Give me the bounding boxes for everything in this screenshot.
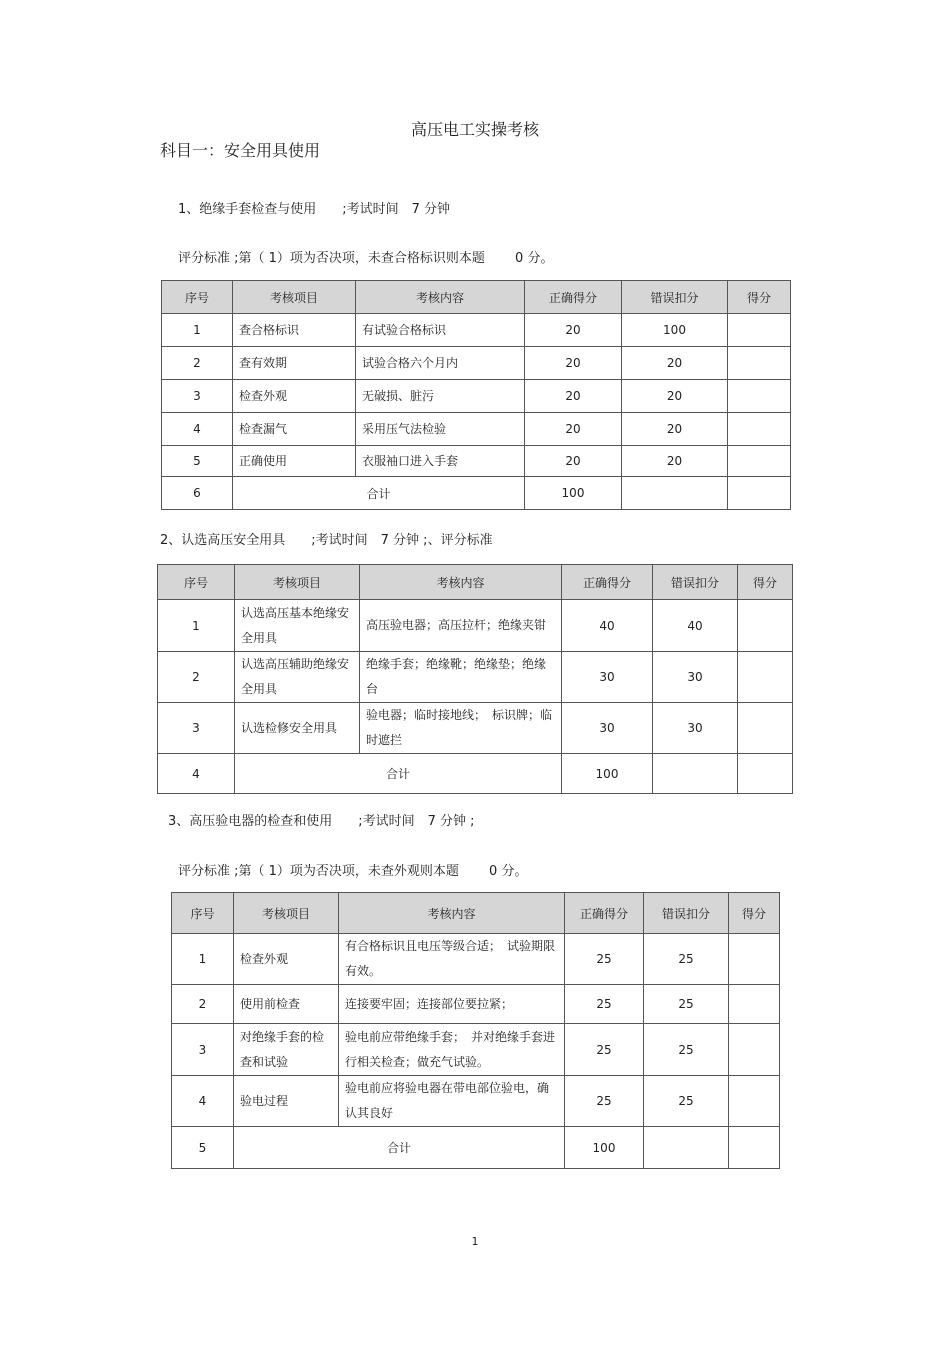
cell-item: 认选高压基本绝缘安全用具 [235, 600, 360, 652]
cell-correct: 25 [565, 1076, 644, 1127]
cell-index: 2 [158, 652, 235, 703]
cell-score [728, 477, 791, 510]
cell-content: 试验合格六个月内 [356, 347, 525, 380]
section-2-table [157, 564, 793, 794]
table-row [172, 985, 780, 1024]
table-total-row [172, 1127, 780, 1169]
table-row [162, 413, 791, 446]
section-3-heading: 3、高压验电器的检查和使用 ;考试时间 7 分钟 ; [168, 814, 475, 829]
section-1-criteria: 评分标准 ;第（ 1）项为否决项，未查合格标识则本题 0 分。 [178, 251, 554, 266]
header-cell: 考核内容 [360, 565, 562, 600]
cell-index: 4 [162, 413, 233, 446]
cell-item: 认选高压辅助绝缘安全用具 [235, 652, 360, 703]
header-cell: 正确得分 [525, 281, 622, 314]
cell-item: 正确使用 [233, 446, 356, 477]
cell-deduct [644, 1127, 729, 1169]
cell-item: 验电过程 [234, 1076, 339, 1127]
table-header-row [158, 565, 793, 600]
cell-score [738, 652, 793, 703]
cell-score [728, 446, 791, 477]
page-number: 1 [471, 1235, 479, 1248]
cell-item: 检查漏气 [233, 413, 356, 446]
table-row [162, 314, 791, 347]
header-cell: 得分 [728, 281, 791, 314]
cell-deduct: 100 [622, 314, 728, 347]
cell-correct: 100 [565, 1127, 644, 1169]
cell-index: 1 [172, 934, 234, 985]
header-cell: 错误扣分 [653, 565, 738, 600]
header-cell: 得分 [729, 893, 780, 934]
cell-correct: 20 [525, 446, 622, 477]
table-row [172, 934, 780, 985]
header-cell: 错误扣分 [622, 281, 728, 314]
cell-index: 1 [162, 314, 233, 347]
cell-score [728, 413, 791, 446]
cell-deduct: 25 [644, 934, 729, 985]
cell-score [728, 314, 791, 347]
table-row [158, 703, 793, 754]
cell-content: 验电器；临时接地线； 标识牌；临时遮拦 [360, 703, 562, 754]
cell-correct: 30 [562, 652, 653, 703]
header-cell: 考核内容 [339, 893, 565, 934]
header-cell: 正确得分 [565, 893, 644, 934]
cell-score [729, 1127, 780, 1169]
section-1-heading: 1、绝缘手套检查与使用 ;考试时间 7 分钟 [178, 202, 451, 217]
section-3-table [171, 892, 780, 1169]
header-cell: 考核项目 [233, 281, 356, 314]
cell-deduct [653, 754, 738, 794]
cell-index: 6 [162, 477, 233, 510]
cell-score [729, 1076, 780, 1127]
cell-content: 采用压气法检验 [356, 413, 525, 446]
cell-deduct: 20 [622, 446, 728, 477]
cell-item: 对绝缘手套的检查和试验 [234, 1024, 339, 1076]
cell-score [729, 985, 780, 1024]
cell-item: 检查外观 [234, 934, 339, 985]
table-row [162, 380, 791, 413]
header-cell: 考核内容 [356, 281, 525, 314]
cell-index: 4 [172, 1076, 234, 1127]
header-cell: 考核项目 [235, 565, 360, 600]
header-cell: 正确得分 [562, 565, 653, 600]
cell-deduct: 20 [622, 413, 728, 446]
table-total-row [158, 754, 793, 794]
table-row [172, 1024, 780, 1076]
cell-deduct: 25 [644, 1076, 729, 1127]
cell-deduct: 30 [653, 703, 738, 754]
cell-index: 2 [162, 347, 233, 380]
cell-item: 查合格标识 [233, 314, 356, 347]
cell-deduct: 25 [644, 985, 729, 1024]
cell-content: 验电前应将验电器在带电部位验电，确认其良好 [339, 1076, 565, 1127]
cell-correct: 40 [562, 600, 653, 652]
cell-correct: 100 [562, 754, 653, 794]
cell-index: 4 [158, 754, 235, 794]
cell-deduct [622, 477, 728, 510]
cell-index: 3 [172, 1024, 234, 1076]
cell-index: 5 [172, 1127, 234, 1169]
table-row [162, 446, 791, 477]
cell-index: 1 [158, 600, 235, 652]
cell-index: 2 [172, 985, 234, 1024]
cell-item: 认选检修安全用具 [235, 703, 360, 754]
cell-item: 检查外观 [233, 380, 356, 413]
cell-index: 5 [162, 446, 233, 477]
cell-score [738, 600, 793, 652]
header-cell: 序号 [172, 893, 234, 934]
cell-correct: 20 [525, 413, 622, 446]
table-row [158, 652, 793, 703]
cell-content: 无破损、脏污 [356, 380, 525, 413]
cell-content: 衣服袖口进入手套 [356, 446, 525, 477]
section-2-heading: 2、认选高压安全用具 ;考试时间 7 分钟 ;、评分标准 [160, 533, 493, 548]
cell-correct: 20 [525, 314, 622, 347]
cell-total-label: 合计 [235, 754, 562, 794]
cell-correct: 25 [565, 934, 644, 985]
header-cell: 错误扣分 [644, 893, 729, 934]
cell-correct: 100 [525, 477, 622, 510]
cell-score [728, 380, 791, 413]
cell-score [738, 754, 793, 794]
page-title: 高压电工实操考核 [410, 120, 539, 139]
cell-content: 绝缘手套；绝缘靴；绝缘垫；绝缘台 [360, 652, 562, 703]
table-header-row [162, 281, 791, 314]
table-row [158, 600, 793, 652]
cell-correct: 25 [565, 985, 644, 1024]
section-3-criteria: 评分标准 ;第（ 1）项为否决项，未查外观则本题 0 分。 [178, 864, 528, 879]
cell-content: 高压验电器；高压拉杆；绝缘夹钳 [360, 600, 562, 652]
header-cell: 考核项目 [234, 893, 339, 934]
cell-deduct: 20 [622, 347, 728, 380]
header-cell: 得分 [738, 565, 793, 600]
cell-deduct: 40 [653, 600, 738, 652]
cell-correct: 30 [562, 703, 653, 754]
cell-score [729, 1024, 780, 1076]
cell-total-label: 合计 [233, 477, 525, 510]
cell-score [729, 934, 780, 985]
cell-content: 有试验合格标识 [356, 314, 525, 347]
cell-content: 连接要牢固；连接部位要拉紧； [339, 985, 565, 1024]
cell-score [728, 347, 791, 380]
cell-content: 有合格标识且电压等级合适； 试验期限有效。 [339, 934, 565, 985]
table-row [172, 1076, 780, 1127]
table-total-row [162, 477, 791, 510]
header-cell: 序号 [162, 281, 233, 314]
cell-index: 3 [162, 380, 233, 413]
table-header-row [172, 893, 780, 934]
cell-score [738, 703, 793, 754]
cell-deduct: 30 [653, 652, 738, 703]
cell-deduct: 25 [644, 1024, 729, 1076]
cell-item: 查有效期 [233, 347, 356, 380]
cell-deduct: 20 [622, 380, 728, 413]
cell-content: 验电前应带绝缘手套； 并对绝缘手套进行相关检查；做充气试验。 [339, 1024, 565, 1076]
cell-item: 使用前检查 [234, 985, 339, 1024]
cell-correct: 20 [525, 347, 622, 380]
header-cell: 序号 [158, 565, 235, 600]
cell-correct: 25 [565, 1024, 644, 1076]
table-row [162, 347, 791, 380]
cell-index: 3 [158, 703, 235, 754]
subject-heading: 科目一：安全用具使用 [160, 141, 321, 160]
section-1-table [161, 280, 791, 510]
cell-total-label: 合计 [234, 1127, 565, 1169]
cell-correct: 20 [525, 380, 622, 413]
